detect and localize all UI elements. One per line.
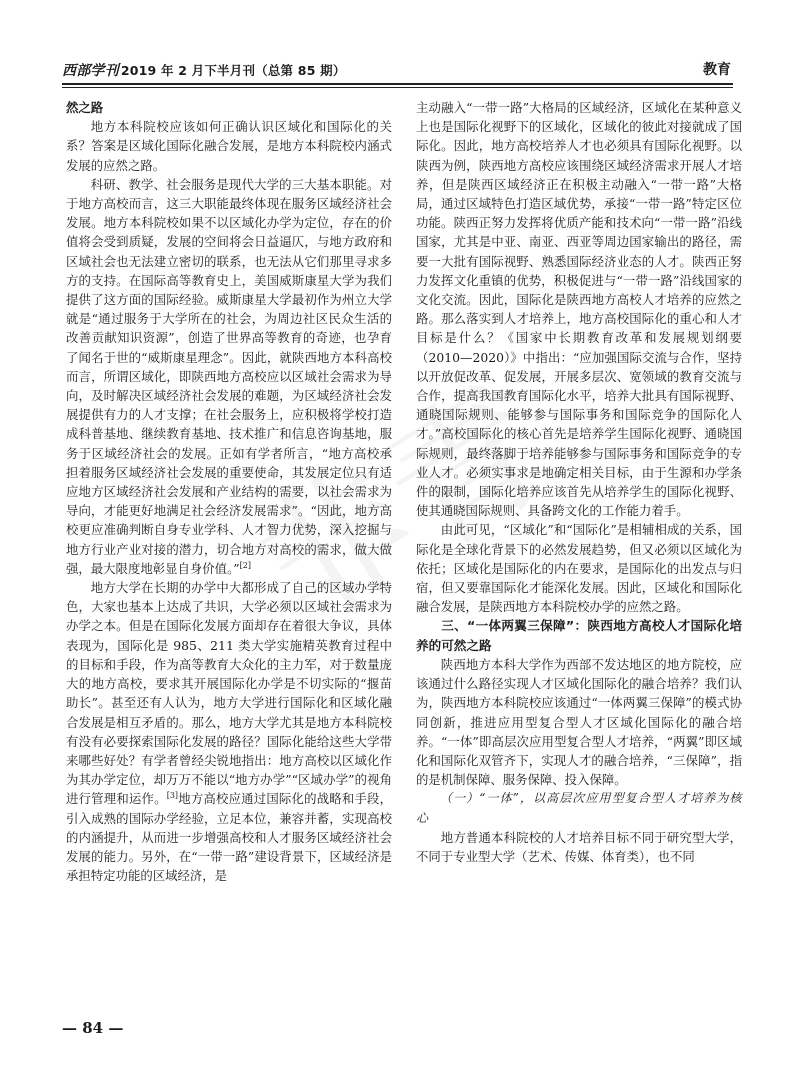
heading-continuation (66, 98, 392, 117)
paragraph-text: 科研、教学、社会服务是现代大学的三大基本职能。对于地方高校而言，这三大职能最终体现在服务区域经济社会发展。地方本科院校如果不以区域化办学为定位，存在的价值将会受到质疑，发展的空间将会日益逼仄，与地方政府和区域社会也无法建立密切的联系，也无法从它们那里寻求多方的支持。在国际高等教育史上，美国威斯康星大学为我们提供了这方面的国际经验。威斯康星大学最初作为州立大学就是“通过服务于大学所在的社会，为周边社区民众生活的改善贡献知识资源”，创造了世界高等教育的奇迹，也孕育了闻名于世的“威斯康星理念”。因此，就陕西地方本科高校而言，所谓区域化，即陕西地方高校应以区域社会需求为导向，及时解决区域经济社会发展的难题，为区域经济社会发展提供有力的人才支撑；在社会服务上，应积极将学校打造成科普基地、继续教育基地、技术推广和信息咨询基地，服务于区域经济社会的发展。正如有学者所言，“地方高校承担着服务区域经济社会发展的重要使命，其发展定位只有适应地方区域经济社会发展和产业结构的需要，以社会需求为导向，才能更好地满足社会经济发展需求”。“因此，地方高校更应准确判断自身专业学科、人才智力优势，深入挖掘与地方行业产业对接的潜力，切合地方对高校的需求，做大做强，最大限度地彰显自身价值。” (66, 176, 392, 576)
journal-name: 西部学刊 (62, 63, 119, 79)
right-column (416, 98, 742, 866)
paragraph (66, 117, 392, 175)
paragraph-text: 由此可见，“区域化”和“国际化”是相辅相成的关系，国际化是全球化背景下的必然发展趋势，但又必须以区域化为依托；区域化是国际化的内在要求，是国际化的出发点与归宿，但又要靠国际化才能深化发展。因此，区域化和国际化融合发展，是陕西地方本科院校办学的应然之路。 (416, 522, 742, 615)
paragraph-text: 三、“一体两翼三保障”：陕西地方高校人才国际化培养的可然之路 (416, 618, 742, 653)
paragraph-text: 主动融入“一带一路”大格局的区域经济，区域化在某种意义上也是国际化视野下的区域化，区域化的彼此对接就成了国际化。因此，地方高校培养人才也必须具有国际化视野。以陕西为例，陕西地方高校应该围绕区域经济需求开展人才培养，但是陕西区域经济正在积极主动融入“一带一路”大格局，通过区域特色打造区域优势，承接“一带一路”特定区位功能。陕西正努力发挥将优质产能和技术向“一带一路”沿线国家，尤其是中亚、南亚、西亚等周边国家输出的路径，需要一大批有国际视野、熟悉国际经济业态的人才。陕西正努力发挥文化重镇的优势，积极促进与“一带一路”沿线国家的文化交流。因此，国际化是陕西地方高校人才培养的应然之路。那么落实到人才培养上，地方高校国际化的重心和人才目标是什么？《国家中长期教育改革和发展规划纲要（2010—2020）》中指出：“应加强国际交流与合作，坚持以开放促改革、促发展，开展多层次、宽领域的教育交流与合作，提高我国教育国际化水平，培养大批具有国际视野、通晓国际规则、能够参与国际事务和国际竞争的国际化人才。”高校国际化的核心首先是培养学生国际化视野、通晓国际规则，最终落脚于培养能够参与国际事务和国际竞争的专业人才。必须实事求是地确定相关目标，由于生源和办学条件的限制，国际化培养应该首先从培养学生的国际化视野、使其通晓国际规则、具备跨文化的工作能力着手。 (416, 100, 742, 519)
paragraph (416, 655, 742, 789)
left-column (66, 98, 392, 885)
header-rule-thick (62, 83, 733, 85)
paragraph (416, 828, 742, 866)
paragraph (416, 98, 742, 520)
section-heading (416, 616, 742, 654)
paragraph-text: 地方本科院校应该如何正确认识区域化和国际化的关系？答案是区域化国际化融合发展，是地方本科院校内涵式发展的应然之路。 (66, 119, 392, 173)
citation-marker: [3] (166, 791, 179, 801)
paragraph-text: 地方大学在长期的办学中大都形成了自己的区域办学特色，大家也基本上达成了共识，大学必须以区域社会需求为办学之本。但是在国际化发展方面却存在着很大争议，具体表现为，国际化是 985、211 类大学实施精英教育过程中的目标和手段，作为高等教育大众化的主力军，对于数量庞大的地方高校，要求其开展国际化办学是不切实际的“揠苗助长”。甚至还有人认为，地方大学进行国际化和区域化融合发展是相互矛盾的。那么，地方大学尤其是地方本科院校有没有必要探索国际化发展的路径？国际化能给这些大学带来哪些好处？有学者曾经尖锐地指出：地方高校以区域化作为其办学定位，却万万不能以“地方办学”“区域办学”的视角进行管理和运作。 (66, 580, 392, 807)
paragraph (416, 520, 742, 616)
paragraph-text: （一）“一体”，以高层次应用型复合型人才培养为核心 (416, 791, 742, 825)
paragraph-text: 然之路 (66, 100, 104, 115)
paragraph (66, 578, 392, 885)
running-header (62, 58, 733, 82)
paragraph (66, 175, 392, 578)
paragraph-text: 地方普通本科院校的人才培养目标不同于研究型大学，不同于专业型大学（艺术、传媒、体育类），也不同 (416, 829, 742, 864)
paragraph-text: 陕西地方本科大学作为西部不发达地区的地方院校，应该通过什么路径实现人才区域化国际化的融合培养？我们认为，陕西地方本科院校应该通过“一体两翼三保障”的模式协同创新，推进应用型复合型人才区域化国际化的融合培养。“一体”即高层次应用型复合型人才培养，“两翼”即区域化和国际化双管齐下，实现人才的融合培养，“三保障”，指的是机制保障、服务保障、投入保障。 (416, 656, 742, 788)
page-number: — 84 — (62, 1019, 124, 1037)
header-left (62, 60, 346, 80)
issue-info: 2019 年 2 月下半月刊（总第 85 期） (120, 63, 346, 78)
header-rule-thin (62, 87, 733, 88)
citation-marker: [2] (239, 560, 251, 570)
paragraph-text: 地方高校应通过国际化的战略和手段，引入成熟的国际办学经验，立足本位，兼容并蓄，实现高校的内涵提升，从而进一步增强高校和人才服务区域经济社会发展的能力。另外，在“一带一路”建设背景下，区域经济是承担特定功能的区域经济，是 (66, 791, 393, 884)
subsection-heading (416, 789, 742, 827)
section-label: 教育 (703, 62, 731, 78)
